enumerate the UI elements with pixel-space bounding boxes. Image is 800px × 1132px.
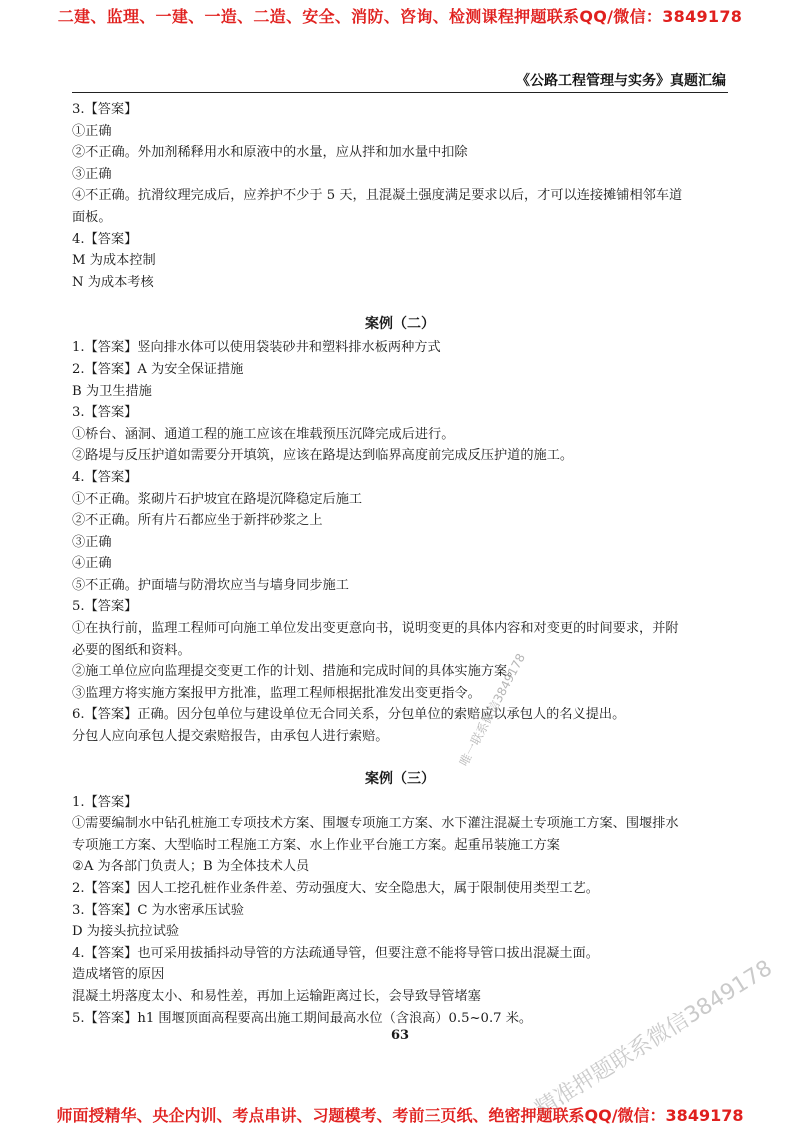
text-line: ③监理方将实施方案报甲方批准，监理工程师根据批准发出变更指令。 bbox=[72, 685, 481, 701]
text-line: 1.【答案】 bbox=[72, 794, 138, 810]
text-line: ②路堤与反压护道如需要分开填筑，应该在路堤达到临界高度前完成反压护道的施工。 bbox=[72, 448, 574, 464]
text-line: ①需要编制水中钻孔桩施工专项技术方案、围堰专项施工方案、水下灌注混凝土专项施工方案、围堰排水 bbox=[72, 816, 679, 832]
text-line: ①在执行前，监理工程师可向施工单位发出变更意向书，说明变更的具体内容和对变更的时间要求，并附 bbox=[72, 621, 679, 637]
text-line: 6.【答案】正确。因分包单位与建设单位无合同关系，分包单位的索赔应以承包人的名义提出。 bbox=[72, 707, 626, 723]
text-line: ④正确 bbox=[72, 556, 112, 572]
watermark-large: 精准押题联系微信3849178 bbox=[531, 955, 777, 1123]
text-line: ②A 为各部门负责人；B 为全体技术人员 bbox=[72, 859, 310, 875]
header-rule bbox=[72, 92, 728, 93]
text-line: M 为成本控制 bbox=[72, 253, 156, 269]
section-title-case-2: 案例（二） bbox=[365, 316, 435, 333]
text-line: 3.【答案】 bbox=[72, 405, 138, 421]
text-line: 4.【答案】也可采用拔插抖动导管的方法疏通导管，但要注意不能将导管口拔出混凝土面。 bbox=[72, 945, 599, 961]
text-line: ②不正确。外加剂稀释用水和原液中的水量，应从拌和加水量中扣除 bbox=[72, 145, 468, 161]
text-line: ③正确 bbox=[72, 534, 112, 550]
text-line: ①不正确。浆砌片石护坡宜在路堤沉降稳定后施工 bbox=[72, 491, 363, 507]
page-number: 63 bbox=[390, 1028, 410, 1043]
answer-block-3 bbox=[72, 792, 728, 1030]
text-line: 专项施工方案、大型临时工程施工方案、水上作业平台施工方案。起重吊装施工方案 bbox=[72, 837, 560, 853]
text-line: 3.【答案】 bbox=[72, 102, 138, 117]
text-line: B 为卫生措施 bbox=[72, 383, 152, 399]
answer-block-1 bbox=[72, 99, 728, 293]
text-line: 5.【答案】 bbox=[72, 599, 138, 615]
text-line: N 为成本考核 bbox=[72, 274, 154, 290]
text-line: 分包人应向承包人提交索赔报告，由承包人进行索赔。 bbox=[72, 729, 389, 745]
text-line: 2.【答案】A 为安全保证措施 bbox=[72, 361, 244, 377]
text-line: 4.【答案】 bbox=[72, 231, 138, 247]
text-line: 4.【答案】 bbox=[72, 469, 138, 485]
top-promo-banner: 二建、监理、一建、一造、二造、安全、消防、咨询、检测课程押题联系QQ/微信：3849178 bbox=[57, 7, 743, 26]
text-line: 3.【答案】C 为水密承压试验 bbox=[72, 902, 244, 918]
text-line: ①桥台、涵洞、通道工程的施工应该在堆载预压沉降完成后进行。 bbox=[72, 426, 455, 442]
text-line: 2.【答案】因人工挖孔桩作业条件差、劳动强度大、安全隐患大，属于限制使用类型工艺。 bbox=[72, 881, 599, 896]
text-line: ②不正确。所有片石都应坐于新拌砂浆之上 bbox=[72, 513, 323, 529]
answer-block-2 bbox=[72, 337, 728, 747]
text-line: ③正确 bbox=[72, 166, 112, 182]
text-line: ④不正确。抗滑纹理完成后，应养护不少于 5 天，且混凝土强度满足要求以后，才可以连接摊铺相邻车道 bbox=[72, 188, 683, 204]
text-line: 面板。 bbox=[72, 209, 112, 225]
text-line: 5.【答案】h1 围堰顶面高程要高出施工期间最高水位（含浪高）0.5~0.7 米。 bbox=[72, 1010, 533, 1026]
watermark-small: 唯一联系微信3849178 bbox=[456, 651, 529, 769]
text-line: 必要的图纸和资料。 bbox=[72, 642, 191, 658]
text-line: 造成堵管的原因 bbox=[72, 967, 165, 983]
text-line: ②施工单位应向监理提交变更工作的计划、措施和完成时间的具体实施方案。 bbox=[72, 664, 521, 680]
text-line: D 为接头抗拉试验 bbox=[72, 924, 180, 940]
bottom-promo-banner: 师面授精华、央企内训、考点串讲、习题模考、考前三页纸、绝密押题联系QQ/微信：3849178 bbox=[56, 1106, 744, 1125]
running-header: 《公路工程管理与实务》真题汇编 bbox=[516, 73, 726, 89]
page-body bbox=[72, 99, 728, 1029]
text-line: 混凝土坍落度太小、和易性差，再加上运输距离过长，会导致导管堵塞 bbox=[72, 988, 481, 1004]
text-line: 1.【答案】竖向排水体可以使用袋装砂井和塑料排水板两种方式 bbox=[72, 340, 441, 356]
text-line: ①正确 bbox=[72, 123, 112, 139]
text-line: ⑤不正确。护面墙与防滑坎应当与墙身同步施工 bbox=[72, 577, 349, 593]
section-title-case-3: 案例（三） bbox=[365, 770, 435, 787]
